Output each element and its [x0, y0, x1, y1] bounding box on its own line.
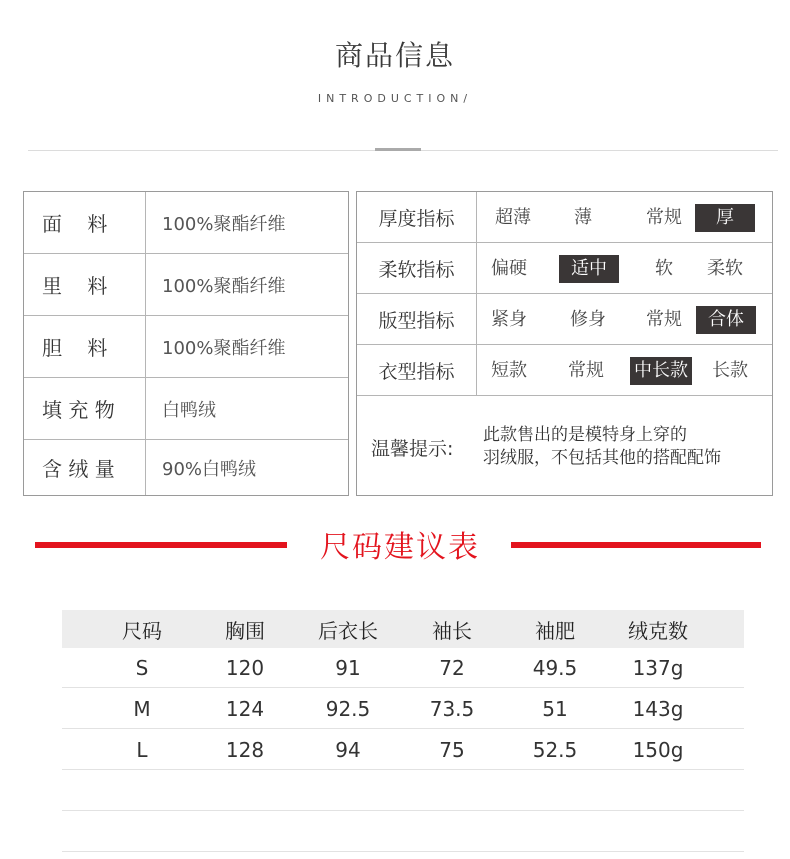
index-option: 长款	[712, 360, 748, 381]
material-value: 100%聚酯纤维	[162, 275, 286, 297]
material-row	[24, 378, 348, 440]
index-label: 柔软指标	[357, 243, 477, 293]
material-label: 胆 料	[24, 316, 146, 377]
table-cell: 92.5	[325, 696, 371, 721]
table-cell: S	[135, 655, 149, 680]
material-label: 填 充 物	[24, 378, 146, 439]
table-cell: 137g	[632, 655, 684, 680]
table-cell: 91	[335, 655, 361, 680]
table-cell: 94	[335, 737, 361, 762]
index-option: 柔软	[707, 258, 743, 279]
material-value: 100%聚酯纤维	[162, 337, 286, 359]
index-row-length	[357, 345, 772, 396]
table-cell: M	[133, 696, 151, 721]
index-option: 常规	[646, 207, 682, 228]
header-cell: 后衣长	[318, 618, 378, 643]
red-divider-right	[511, 542, 761, 548]
index-option: 偏硬	[491, 258, 527, 279]
material-row	[24, 254, 348, 316]
index-option-selected: 适中	[559, 255, 619, 283]
material-label: 里 料	[24, 254, 146, 315]
index-option: 薄	[574, 207, 592, 228]
index-option: 常规	[568, 360, 604, 381]
index-row-fit	[357, 294, 772, 345]
header-divider-mark	[375, 148, 421, 151]
page-title: 商品信息	[334, 39, 455, 72]
red-divider-left	[35, 542, 287, 548]
table-row-empty	[62, 771, 744, 811]
index-option-selected: 厚	[695, 204, 755, 232]
table-cell: L	[136, 737, 148, 762]
table-cell: 150g	[632, 737, 684, 762]
material-value: 90%白鸭绒	[162, 458, 257, 480]
table-cell: 72	[439, 655, 465, 680]
index-table	[356, 191, 773, 496]
index-option: 软	[655, 258, 673, 279]
index-label: 厚度指标	[357, 192, 477, 242]
size-chart-title: 尺码建议表	[320, 530, 480, 565]
table-row	[62, 730, 744, 770]
material-label: 面 料	[24, 192, 146, 253]
header-cell: 绒克数	[628, 618, 688, 643]
table-row	[62, 689, 744, 729]
size-table-header	[62, 610, 744, 648]
table-cell: 124	[225, 696, 265, 721]
table-row-empty	[62, 812, 744, 852]
table-cell: 52.5	[532, 737, 578, 762]
tip-line: 羽绒服，不包括其他的搭配配饰	[483, 448, 721, 468]
index-option: 紧身	[491, 309, 527, 330]
tip-line: 此款售出的是模特身上穿的	[483, 425, 687, 445]
table-cell: 128	[225, 737, 265, 762]
table-row	[62, 648, 744, 688]
material-value: 100%聚酯纤维	[162, 213, 286, 235]
header-cell: 尺码	[122, 618, 162, 643]
table-cell: 143g	[632, 696, 684, 721]
index-option: 修身	[570, 309, 606, 330]
table-cell: 49.5	[532, 655, 578, 680]
index-option: 常规	[646, 309, 682, 330]
material-value: 白鸭绒	[162, 399, 216, 421]
tip-label: 温馨提示:	[371, 438, 454, 460]
page-subtitle: INTRODUCTION/	[317, 92, 473, 105]
index-row-softness	[357, 243, 772, 294]
table-cell: 75	[439, 737, 465, 762]
index-label: 版型指标	[357, 294, 477, 344]
header-cell: 胸围	[225, 618, 265, 643]
material-label: 含 绒 量	[24, 440, 146, 495]
table-cell: 51	[542, 696, 568, 721]
tip-text	[483, 424, 721, 470]
table-cell: 73.5	[429, 696, 475, 721]
index-option-selected: 中长款	[630, 357, 692, 385]
header-cell: 袖长	[432, 618, 472, 643]
material-row	[24, 440, 348, 495]
index-option: 超薄	[495, 207, 531, 228]
index-option: 短款	[491, 360, 527, 381]
material-row	[24, 192, 348, 254]
index-option-selected: 合体	[696, 306, 756, 334]
material-row	[24, 316, 348, 378]
index-row-thickness	[357, 192, 772, 243]
material-table	[23, 191, 349, 496]
header-cell: 袖肥	[535, 618, 575, 643]
index-label: 衣型指标	[357, 345, 477, 395]
table-cell: 120	[225, 655, 265, 680]
